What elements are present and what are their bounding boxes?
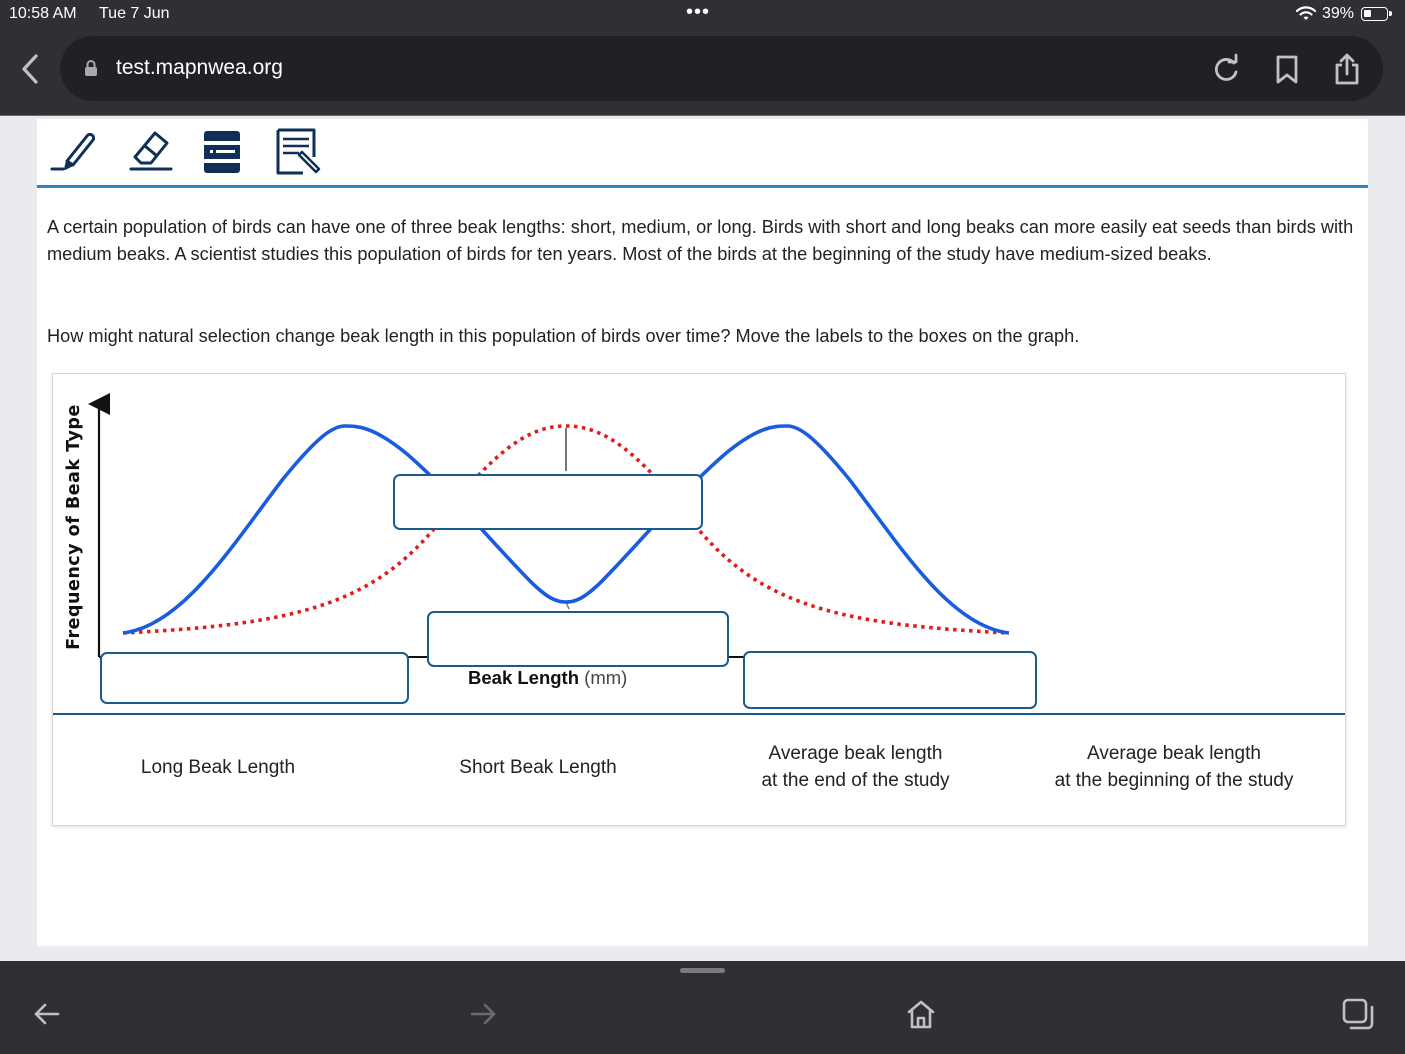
notepad-icon[interactable] [273, 127, 323, 177]
drag-label-average-end[interactable] [743, 740, 968, 794]
x-axis-label-name: Beak Length [468, 667, 580, 688]
url-text[interactable]: test.mapnwea.org [116, 56, 283, 79]
test-page [37, 119, 1368, 946]
web-content [0, 115, 1405, 961]
multitasking-dots[interactable]: ••• [686, 1, 711, 23]
eraser-icon[interactable] [125, 127, 175, 177]
status-time: 10:58 AM [9, 5, 77, 22]
home-indicator [680, 968, 725, 973]
lock-icon [84, 59, 98, 77]
drop-box-center[interactable] [427, 611, 729, 667]
drop-box-left[interactable] [100, 652, 409, 704]
back-chevron-icon[interactable] [18, 52, 44, 86]
status-date: Tue 7 Jun [99, 5, 170, 22]
battery-percent: 39% [1322, 5, 1355, 22]
forward-arrow-icon[interactable] [466, 997, 500, 1031]
drop-box-top-center[interactable] [393, 474, 703, 530]
graph-panel [52, 373, 1346, 826]
share-icon[interactable] [1331, 52, 1363, 86]
drag-label-long-beak-text: Long Beak Length [140, 757, 296, 778]
drag-label-average-end-line2: at the end of the study [761, 770, 950, 791]
home-icon[interactable] [904, 997, 938, 1031]
line-reader-icon[interactable] [197, 127, 247, 177]
bookmark-icon[interactable] [1271, 52, 1303, 86]
drag-label-short-beak[interactable] [438, 754, 638, 781]
tool-bar [37, 119, 1368, 188]
question-passage: A certain population of birds can have one of three beak lengths: short, medium, or long. Birds with short and long beaks can more easily eat seeds than birds with medium beaks. A scientist studies this population of birds for ten years. Most of the birds at the beginning of the study have medium-sized beaks. [47, 217, 1354, 264]
drag-label-long-beak[interactable] [120, 754, 316, 781]
x-axis-label [468, 667, 627, 689]
status-bar [0, 0, 1405, 30]
battery-icon [1361, 7, 1388, 21]
label-divider [53, 713, 1345, 715]
back-arrow-icon[interactable] [30, 997, 64, 1031]
tabs-icon[interactable] [1341, 997, 1375, 1031]
drop-box-right[interactable] [743, 651, 1037, 709]
drag-label-average-end-line1: Average beak length [768, 743, 943, 764]
drag-label-average-beginning-line2: at the beginning of the study [1054, 770, 1294, 791]
drag-label-average-beginning-line1: Average beak length [1087, 743, 1261, 764]
drag-label-short-beak-text: Short Beak Length [459, 757, 617, 778]
drag-label-average-beginning[interactable] [1035, 740, 1313, 794]
highlighter-icon[interactable] [49, 127, 99, 177]
x-axis-label-unit: (mm) [584, 667, 628, 688]
question-prompt: How might natural selection change beak length in this population of birds over time? Move the labels to the boxes on the graph. [47, 326, 1080, 346]
wifi-icon [1296, 6, 1316, 21]
y-axis-label-text: Frequency of Beak Type [64, 404, 84, 650]
reload-icon[interactable] [1210, 52, 1242, 86]
